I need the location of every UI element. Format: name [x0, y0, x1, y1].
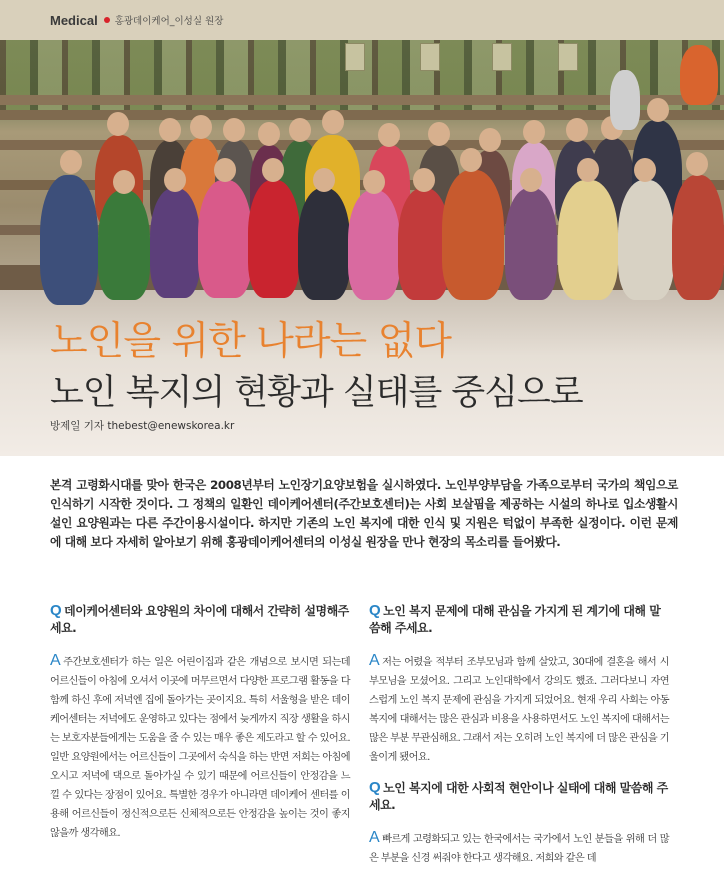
person [40, 175, 98, 305]
question [50, 602, 350, 637]
person-head [428, 122, 450, 146]
section-subtitle: 홍광데이케어_이성실 원장 [114, 16, 224, 27]
person-head [113, 170, 135, 194]
person-head [322, 110, 344, 134]
person-head [363, 170, 385, 194]
person [672, 175, 724, 300]
answer-text: 주간보호센터가 하는 일은 어린이집과 같은 개념으로 보시면 되는데 어르신들이 아침에 오셔서 이곳에 머무르면서 다양한 프로그램 활동을 다함께 하신 후에 저녁엔 집에 돌아가는 곳이지요. 특히 서울형을 받은 데이케어센터는 저녁에도 운영하고 있다는 점에서 늦게까지 직장 생활을 하시는 보호자분들에게는 도움을 줄 수 있는 매우 좋은 제도라고 할 수 있어요. 일반 요양원에서는 어르신들이 그곳에서 숙식을 하는 반면 저희는 아침에 오시고 저녁에 댁으로 돌아가실 수 있기 때문에 어르신들이 안정감을 느낄 수 있다는 장점이 있어요. 특별한 경우가 아니라면 데이케어 센터를 이용해 어르신들이 정신적으로든 신체적으로든 안정감을 높이는 것이 좋지 않을까 생각해요. [50, 657, 350, 839]
section-name: Medical [50, 12, 98, 28]
answer-text: 저는 어렸을 적부터 조부모님과 함께 살았고, 30대에 결혼을 해서 시부모님을 모셨어요. 그리고 노인대학에서 강의도 했죠. 그러다보니 자연스럽게 노인 복지 문제에 관심을 가지게 되었어요. 현재 우리 사회는 아동 복지에 대해서는 많은 관심과 비용을 사용하면서도 노인 복지에 대해서는 많은 부분 무관심해요. 그래서 저는 오히려 노인 복지에 더 많은 관심을 기울이게 됐어요. [369, 657, 669, 763]
question-mark: Q [50, 602, 62, 619]
person-head [190, 115, 212, 139]
person [298, 188, 350, 300]
person-head [647, 98, 669, 122]
sign-board-icon [558, 43, 578, 71]
person-head [164, 168, 186, 192]
question-text: 데이케어센터와 요양원의 차이에 대해서 간략히 설명해주세요. [50, 604, 349, 635]
headline: 노인을 위한 나라는 없다 [50, 319, 451, 364]
person-head [413, 168, 435, 192]
person-head [523, 120, 545, 144]
answer-mark: A [369, 829, 380, 846]
person-head [520, 168, 542, 192]
question-mark: Q [369, 602, 381, 619]
person-head [223, 118, 245, 142]
sign-board-icon [345, 43, 365, 71]
person [680, 45, 718, 105]
person-head [634, 158, 656, 182]
person-head [262, 158, 284, 182]
person [558, 180, 618, 300]
person [505, 188, 557, 300]
person-head [107, 112, 129, 136]
person-head [577, 158, 599, 182]
person-head [378, 123, 400, 147]
person [610, 70, 640, 130]
section-header [0, 0, 724, 40]
person-head [479, 128, 501, 152]
question-text: 노인 복지에 대한 사회적 현안이나 실태에 대해 말씀해 주세요. [369, 781, 668, 812]
sign-board-icon [420, 43, 440, 71]
question [369, 602, 669, 637]
answer [50, 651, 350, 843]
person [248, 180, 300, 298]
question [369, 779, 669, 814]
answer-mark: A [369, 652, 380, 669]
person-head [313, 168, 335, 192]
person-head [289, 118, 311, 142]
person [98, 190, 150, 300]
subheadline: 노인 복지의 현황과 실태를 중심으로 [50, 373, 583, 413]
section-dot-icon [104, 17, 110, 23]
answer [369, 828, 669, 868]
sign-board-icon [492, 43, 512, 71]
person-head [214, 158, 236, 182]
person [618, 180, 674, 300]
person [150, 188, 200, 298]
hero-photo [0, 40, 724, 456]
column-right [369, 602, 669, 868]
person-head [258, 122, 280, 146]
person [198, 180, 252, 298]
answer-mark: A [50, 652, 61, 669]
person-head [60, 150, 82, 174]
question-mark: Q [369, 779, 381, 796]
lead-paragraph: 본격 고령화시대를 맞아 한국은 2008년부터 노인장기요양보험을 실시하였다. 노인부양부담을 가족으로부터 국가의 책임으로 인식하기 시작한 것이다. 그 정책의 일환인 데이케어센터(주간보호센터)는 사회 보살핌을 제공하는 시설의 하나로 입소생활시설인 요양원과는 다른 주간이용시설이다. 하지만 기존의 노인 복지에 대한 인식 및 지원은 턱없이 부족한 실정이다. 이런 문제에 대해 보다 자세히 알아보기 위해 홍광데이케어센터의 이성실 원장을 만나 현장의 목소리를 들어봤다. [50, 478, 678, 549]
byline: 방제일 기자 thebest@enewskorea.kr [50, 420, 235, 432]
person [442, 170, 504, 300]
column-left [50, 602, 350, 843]
question-text: 노인 복지 문제에 대해 관심을 가지게 된 계기에 대해 말씀해 주세요. [369, 604, 661, 635]
person-head [460, 148, 482, 172]
person-head [686, 152, 708, 176]
person-head [159, 118, 181, 142]
person [348, 190, 400, 300]
person-head [566, 118, 588, 142]
answer-text: 빠르게 고령화되고 있는 한국에서는 국가에서 노인 분들을 위해 더 많은 부분을 신경 써줘야 한다고 생각해요. 저희와 같은 데 [369, 834, 669, 864]
answer [369, 651, 669, 767]
